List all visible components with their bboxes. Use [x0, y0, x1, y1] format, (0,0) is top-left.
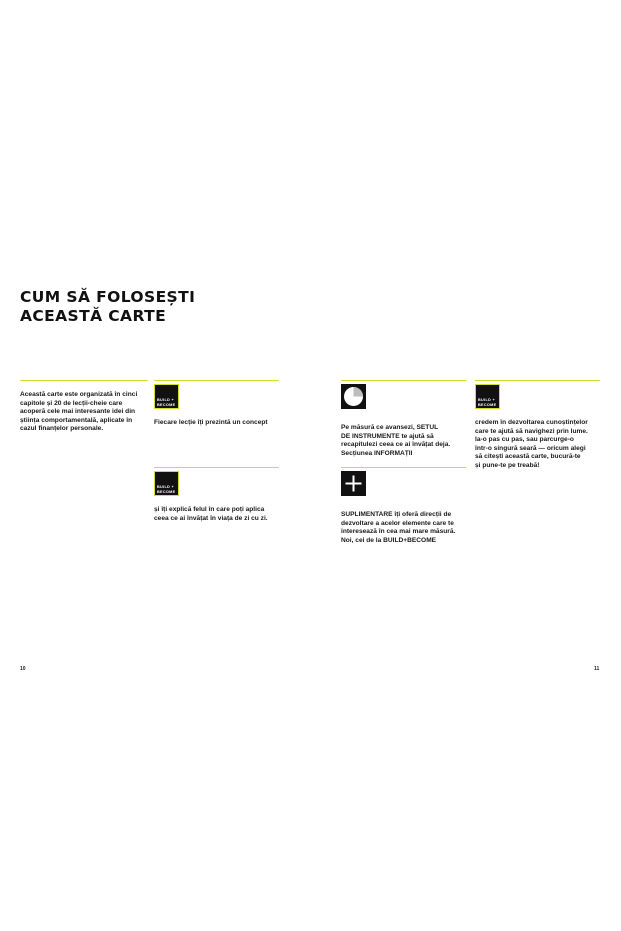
accent-rule — [154, 380, 279, 381]
lesson-block — [154, 380, 279, 428]
lesson-text: Fiecare lecție îți prezintă un concept — [154, 419, 268, 426]
logo-line-2: BECOME — [478, 403, 497, 407]
toolkit-text: Pe măsură ce avansezi, SETUL DE INSTRUMENTE te ajută să recapitulezi ceea ce ai învățat deja. Secțiunea INFORMAȚII — [341, 424, 451, 457]
page-number-right: 11 — [594, 666, 600, 672]
accent-rule — [154, 467, 279, 468]
intro-text: Această carte este organizată în cinci capitole și 20 de lecții-cheie care acoperă cele mai interesante idei din știința comportamentală, aplicate în cazul finanțelor personale. — [20, 391, 138, 433]
application-block — [154, 467, 279, 523]
logo-line-2: BECOME — [157, 490, 176, 494]
accent-rule — [20, 380, 148, 381]
build-become-logo-icon — [154, 471, 179, 496]
pie-chart-icon — [341, 384, 366, 409]
plus-icon — [341, 471, 366, 496]
extra-block — [341, 467, 466, 545]
toolkit-block — [341, 380, 466, 458]
build-become-logo-icon — [154, 384, 179, 409]
accent-rule — [341, 380, 466, 381]
logo-line-1: BUILD + — [157, 398, 174, 402]
logo-line-2: BECOME — [157, 403, 176, 407]
extra-text: SUPLIMENTARE îți oferă direcții de dezvoltare a acelor elemente care te interesează în cea mai mare măsură. Noi, cei de la BUILD+BECOME — [341, 511, 456, 544]
page-number-left: 10 — [20, 666, 26, 672]
application-text: și îți explică felul în care poți aplica ceea ce ai învățat în viața de zi cu zi. — [154, 506, 268, 522]
closing-block — [475, 380, 600, 471]
page-title: CUM SĂ FOLOSEȘTI ACEASTĂ CARTE — [20, 288, 196, 325]
intro-block — [20, 380, 148, 434]
logo-line-1: BUILD + — [478, 398, 495, 402]
accent-rule — [475, 380, 600, 381]
closing-text: credem în dezvoltarea cunoștințelor care te ajută să navighezi prin lume. Ia-o pas cu pas, sau parcurge-o într-o singură seară — oricum alegi să citești această carte, bucură-te și pune-te pe treabă! — [475, 419, 588, 469]
accent-rule — [341, 467, 466, 468]
logo-line-1: BUILD + — [157, 485, 174, 489]
build-become-logo-icon — [475, 384, 500, 409]
